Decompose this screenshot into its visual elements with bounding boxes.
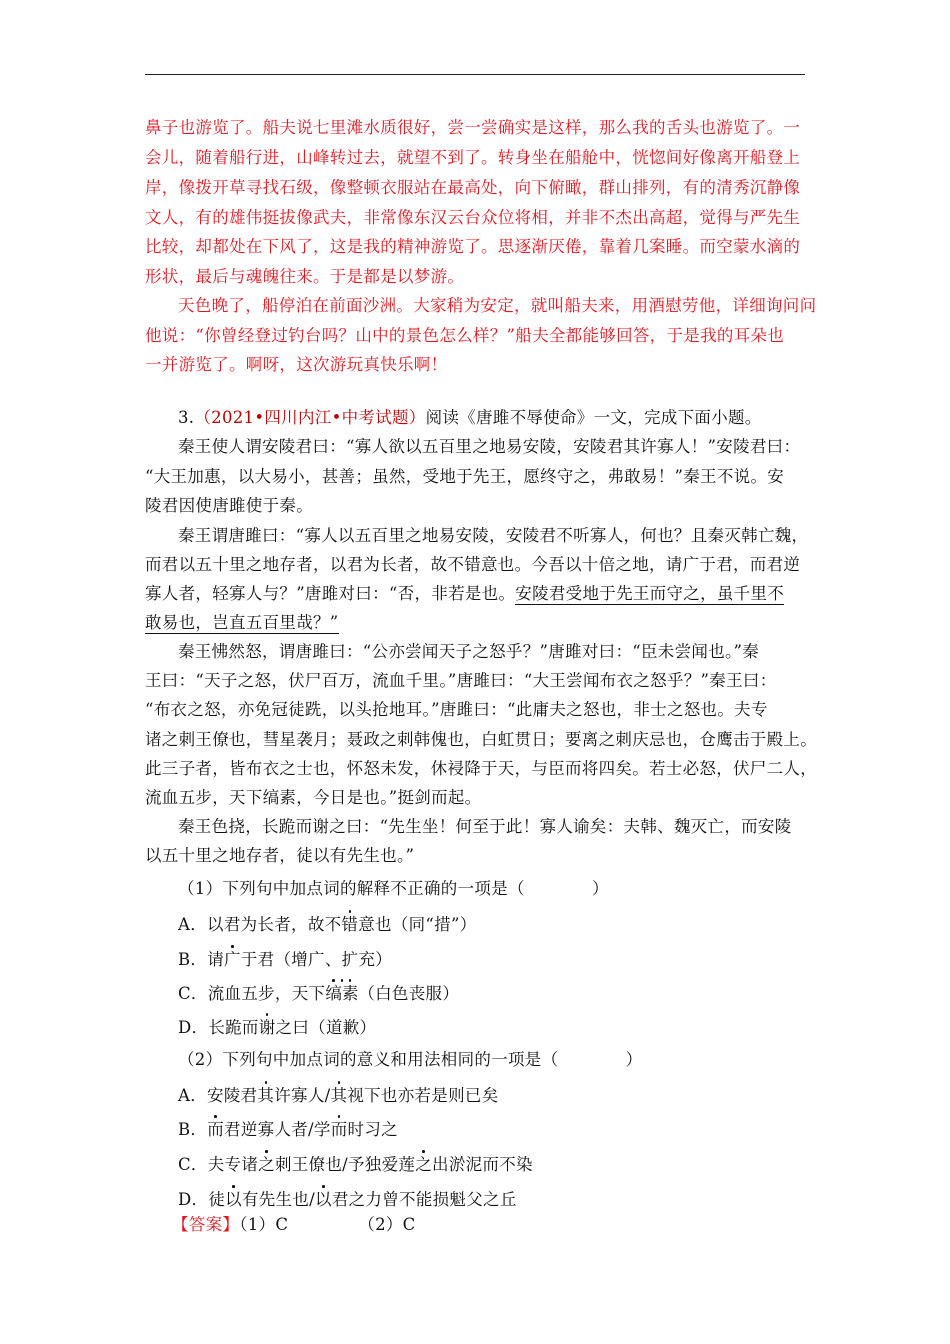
subquestion-1-option-d bbox=[178, 1014, 376, 1038]
option-text: 君之力曾不能损魁父之丘 bbox=[331, 1190, 517, 1209]
translation-line: 鼻子也游览了。船夫说七里滩水质很好，尝一尝确实是这样，那么我的舌头也游览了。一 bbox=[145, 118, 801, 137]
emphasis-dot-word bbox=[325, 984, 358, 1003]
subquestion-1-option-a bbox=[178, 911, 477, 935]
emphasis-dot-char: 素 bbox=[341, 984, 359, 1003]
question-prompt: 阅读《唐雎不辱使命》一文，完成下面小题。 bbox=[425, 408, 762, 427]
subquestion-2-option-d bbox=[178, 1186, 517, 1210]
option-text: 有先生也/ bbox=[241, 1190, 316, 1209]
passage-line: 诸之刺王僚也，彗星袭月；聂政之刺韩傀也，白虹贯日；要离之刺庆忌也，仓鹰击于殿上。 bbox=[145, 730, 817, 749]
subquestion-1-option-b bbox=[178, 946, 392, 970]
passage-line: 流血五步，天下缟素，今日是也。”挺剑而起。 bbox=[145, 788, 482, 807]
translation-line: 文人，有的雄伟挺拔像武夫，非常像东汉云台众位将相，并非不杰出高超，觉得与严先生 bbox=[145, 208, 801, 227]
underlined-sentence: 敢易也，岂直五百里哉？” bbox=[145, 613, 339, 632]
emphasis-dot-word: 之 bbox=[415, 1155, 433, 1174]
passage-line: 秦王色挠，长跪而谢之曰：“先生坐！何至于此！寡人谕矣：夫韩、魏灭亡，而安陵 bbox=[178, 817, 792, 836]
emphasis-dot-word: 广 bbox=[224, 950, 241, 969]
question-source: （2021•四川内江•中考试题） bbox=[194, 408, 426, 427]
emphasis-dot-char: 缟 bbox=[325, 984, 342, 1003]
option-text: 时习之 bbox=[347, 1120, 398, 1139]
subquestion-2-option-a bbox=[178, 1082, 499, 1106]
passage-line: 陵君因使唐雎使于秦。 bbox=[145, 496, 313, 515]
translation-line: 比较，却都处在下风了，这是我的精神游览了。思逐渐厌倦，靠着几案睡。而空蒙水滴的 bbox=[145, 237, 801, 256]
option-text: 许寡人/ bbox=[274, 1086, 331, 1105]
emphasis-dot-word: 而 bbox=[330, 1120, 348, 1139]
option-text: 出淤泥而不染 bbox=[432, 1155, 533, 1174]
passage-line: “大王加惠，以大易小，甚善；虽然，受地于先王，愿终守之，弗敢易！”秦王不说。安 bbox=[145, 467, 785, 486]
passage-line: 秦王谓唐雎曰：“寡人以五百里之地易安陵，安陵君不听寡人，何也？且秦灭韩亡魏， bbox=[178, 526, 809, 545]
header-rule bbox=[145, 74, 805, 75]
option-text: B．请 bbox=[178, 950, 225, 969]
subquestion-1-option-c bbox=[178, 980, 459, 1004]
answer-2: （2）C bbox=[358, 1215, 416, 1234]
passage-line: 此三子者，皆布衣之士也，怀怒未发，休祲降于天，与臣而将四矣。若士必怒，伏尸二人， bbox=[145, 759, 817, 778]
answer-label: 【答案】 bbox=[172, 1215, 240, 1234]
question-header bbox=[178, 404, 762, 428]
option-text: 之曰（道歉） bbox=[275, 1018, 377, 1037]
option-text: 刺王僚也/予独爱莲 bbox=[274, 1155, 416, 1174]
answer-1: （1）C bbox=[239, 1215, 289, 1234]
option-text: C．夫专诸 bbox=[178, 1155, 259, 1174]
passage-line bbox=[145, 580, 784, 604]
emphasis-dot-word: 之 bbox=[258, 1155, 275, 1174]
subquestion-1-stem: （1）下列句中加点词的解释不正确的一项是（ ） bbox=[178, 879, 609, 898]
underlined-sentence: 安陵君受地于先王而守之，虽千里不 bbox=[515, 584, 785, 603]
emphasis-dot-word: 谢 bbox=[258, 1018, 276, 1037]
question-number: 3. bbox=[178, 408, 195, 427]
emphasis-dot-word: 错 bbox=[341, 915, 359, 934]
option-text: 视下也亦若是则已矣 bbox=[347, 1086, 499, 1105]
option-text: （白色丧服） bbox=[358, 984, 460, 1003]
answer-line bbox=[172, 1211, 416, 1235]
passage-line: “布衣之怒，亦免冠徒跣，以头抢地耳。”唐雎曰：“此庸夫之怒也，非士之怒也。夫专 bbox=[145, 700, 768, 719]
option-text: 君逆寡人者/学 bbox=[224, 1120, 331, 1139]
option-text: 于君（增广、扩充） bbox=[240, 950, 393, 969]
subquestion-2-option-b bbox=[178, 1116, 398, 1140]
subquestion-2-option-c bbox=[178, 1151, 533, 1175]
option-text: 意也（同“措”） bbox=[358, 915, 477, 934]
emphasis-dot-word: 其 bbox=[257, 1086, 275, 1105]
passage-line: 以五十里之地存者，徒以有先生也。” bbox=[145, 846, 415, 865]
passage-line: 王曰：“天子之怒，伏尸百万，流血千里。”唐雎曰：“大王尝闻布衣之怒乎？”秦王曰： bbox=[145, 671, 777, 690]
option-text: A．安陵君 bbox=[178, 1086, 258, 1105]
passage-line: 而君以五十里之地存者，以君为长者，故不错意也。今吾以十倍之地，请广于君，而君逆 bbox=[145, 555, 801, 574]
emphasis-dot-word: 以 bbox=[315, 1190, 332, 1209]
translation-line: 天色晚了，船停泊在前面沙洲。大家稍为安定，就叫船夫来，用酒慰劳他，详细询问问 bbox=[178, 296, 817, 315]
translation-line: 一并游览了。啊呀，这次游玩真快乐啊！ bbox=[145, 355, 448, 374]
passage-line: 秦王怫然怒，谓唐雎曰：“公亦尝闻天子之怒乎？”唐雎对曰：“臣未尝闻也。”秦 bbox=[178, 642, 760, 661]
option-text: D．徒 bbox=[178, 1190, 226, 1209]
passage-line: 秦王使人谓安陵君曰：“寡人欲以五百里之地易安陵，安陵君其许寡人！”安陵君曰： bbox=[178, 437, 801, 456]
emphasis-dot-word: 而 bbox=[207, 1120, 225, 1139]
option-text: C．流血五步，天下 bbox=[178, 984, 326, 1003]
passage-line bbox=[145, 609, 339, 633]
option-text: D．长跪而 bbox=[178, 1018, 259, 1037]
emphasis-dot-word: 以 bbox=[225, 1190, 242, 1209]
translation-line: 他说：“你曾经登过钓台吗？山中的景色怎么样？”船夫全都能够回答，于是我的耳朵也 bbox=[145, 326, 785, 345]
option-text: B． bbox=[178, 1120, 208, 1139]
passage-text: 寡人者，轻寡人与？”唐雎对曰：“否，非若是也。 bbox=[145, 584, 516, 603]
translation-line: 形状，最后与魂魄往来。于是都是以梦游。 bbox=[145, 267, 465, 286]
emphasis-dot-word: 其 bbox=[330, 1086, 348, 1105]
translation-line: 岸，像拨开草寻找石级，像整顿衣服站在最高处，向下俯瞰，群山排列，有的清秀沉静像 bbox=[145, 178, 801, 197]
translation-line: 会儿，随着船行进，山峰转过去，就望不到了。转身坐在船舱中，恍惚间好像离开船登上 bbox=[145, 148, 801, 167]
subquestion-2-stem: （2）下列句中加点词的意义和用法相同的一项是（ ） bbox=[178, 1050, 643, 1069]
option-text: A．以君为长者，故不 bbox=[178, 915, 342, 934]
